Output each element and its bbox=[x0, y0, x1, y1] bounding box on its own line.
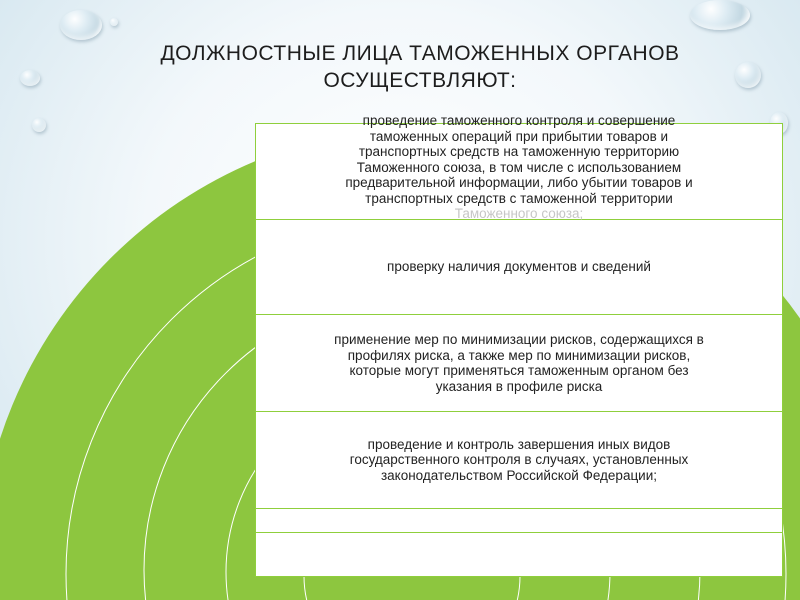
duty-item-customs-control bbox=[255, 113, 783, 221]
title-line-1: ДОЛЖНОСТНЫЕ ЛИЦА ТАМОЖЕННЫХ ОРГАНОВ bbox=[160, 42, 680, 65]
faded-text-line: Таможенного союза; bbox=[454, 206, 584, 221]
duty-item-empty bbox=[255, 508, 783, 533]
title-line-2: ОСУЩЕСТВЛЯЮТ: bbox=[323, 69, 517, 92]
duty-item-empty bbox=[255, 532, 783, 577]
slide-title bbox=[120, 40, 720, 94]
duty-item-document-check: проверку наличия документов и сведений bbox=[255, 219, 783, 315]
duty-item-state-control bbox=[255, 411, 783, 509]
duty-item-text: проведение таможенного контроля и совершение таможенных операций при прибытии товаров и транспортных средств на таможенную территорию Таможенного союза, в том числе с использованием предварительной информации, либо убытии товаров и транспортных средств с таможенной территории Таможенного союза; bbox=[345, 113, 693, 221]
duty-item-text: применение мер по минимизации рисков, содержащихся в профилях риска, а также мер по минимизации рисков, которые могут применяться таможенным органом без указания в профиле риска bbox=[334, 332, 704, 394]
duty-item-text: проведение и контроль завершения иных видов государственного контроля в случаях, установленных законодательством Российской Федерации; bbox=[349, 436, 689, 483]
duty-item-risk-minimization bbox=[255, 314, 783, 412]
